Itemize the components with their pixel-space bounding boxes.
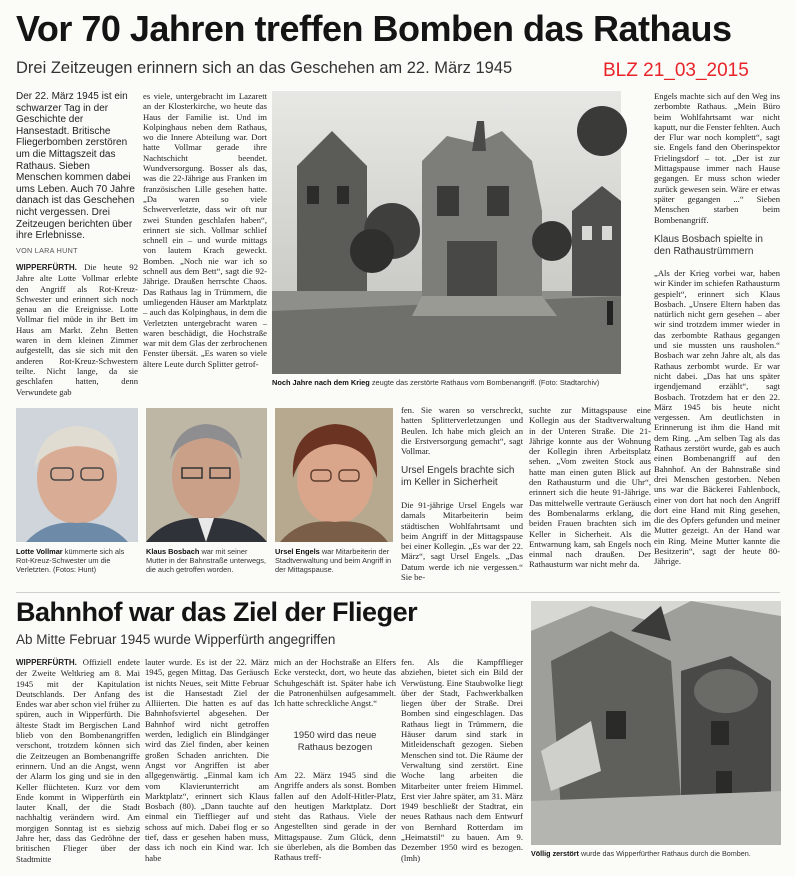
rathaus-ruin-image [272,91,621,374]
article1-col1-text: Die heute 92 Jahre alte Lotte Vollmar erlebte den Angriff als Rot-Kreuz-Schwester und erinnert sich noch genau an die Ereignisse. Lotte Vollmar fiel müde in ihr Bett im Haus am Markt. Zehn Betten waren in dem kleinen Zimmer aufgestellt, das sie sich mit den anderen Rot-Kreuz-Schwestern teilte. Nicht lange, da sie geschlafen hatten, denn Verwundete gab [16,262,138,397]
destroyed-caption-text: wurde das Wipperfürther Rathaus durch die Bomben. [580,849,751,858]
article2-dateline: WIPPERFÜRTH. [16,658,77,667]
article2-col3b: Am 22. März 1945 sind die Angriffe anders als sonst. Bomben fallen auf den Adolf-Hitler-Platz, den heutigen Marktplatz. Dort steht das Rathaus. Viele der Angestellten sind gerade in der Mittagspause. Zum Glück, denn sie überleben, als die Bomben das Rathaus treff- [274,770,396,863]
destroyed-caption-bold: Völlig zerstört [531,849,579,858]
portrait-caption-3-text: war Mitarbeiterin der Stadtverwaltung und beim Angriff in der Mittagspause. [275,547,392,575]
rathaus-caption-bold: Noch Jahre nach dem Krieg [272,378,370,387]
article1-right-body: „Als der Krieg vorbei war, haben wir Kinder im schiefen Rathausturm gespielt“, erinnert sich Klaus Bosbach. „Unsere Eltern haben das natürlich nicht gern gesehen – aber wir sind trotzdem immer wieder in das zerbombte Rathaus gegangen und sie mussten uns rausholen.“ Bosbach war zehn Jahre alt, als das Rathaus zerbombt wurde. Er war nicht dabei. „Das hat uns später irgendjemand erzählt“, sagt Bosbach. Trotzdem hat er den 22. März 1945 bis heute nicht vergessen. Am deutlichsten in Erinnerung ist ihm die Hand mit dem Ring. „Am selben Tag als das Rathaus zerstört wurde, gab es auch einen Bombenangriff auf den Bahnhof. An der Bahnstraße sind drei Menschen gestorben. Neben uns war die Bäckerei Fahlenbock, einer von dort hat noch den Angriff dort eine Hand mit Ring gesehen, die des Opfers gefunden und meiner Mutter gezeigt. An der Hand war ein Ring. Meine Mutter kannte die Besitzerin“, sagt der heute 80-Jährige. [654,268,780,567]
article1-headline: Vor 70 Jahren treffen Bomben das Rathaus [16,8,732,49]
article1-col2: es viele, untergebracht im Lazarett an der Klosterkirche, wo heute das Haus der Familie ist. Und im Kolpinghaus neben dem Rathaus, wo die Innere Abteilung war. Dort hatte Vollmar gerade ihre Nachtschicht beendet. Wundversorgung. Bosser als das, was die 22-Jährige aus Franken im französischen Lille gesehen hatte. „Da waren so viele Schwerverletzte, dass wir oft nur zwei Stunden geschlafen haben“, erinnert sie sich. Vollmar schlief schnell ein – und wurde mittags von lautem Krach geweckt. Bomben. „Noch nie war ich so schnell aus dem Bett“, sagt die 92-Jährige. Draußen herrschte Chaos. Das Rathaus lag in Trümmern, die umliegenden Häuser am Marktplatz – auch das Kolpinghaus, in dem die Verletzten untergebracht waren – waren beschädigt, die Hochstraße war mit dem Glas der zerbrochenen Fenster übersät. „Es waren so viele ältere Leute durch Splitter getrof- [143,91,267,369]
destroyed-photo-caption [531,849,783,858]
article1-col1 [16,262,138,400]
rathaus-ruin-photo [272,91,621,374]
article2-headline: Bahnhof war das Ziel der Flieger [16,597,418,627]
portrait-ursel-engels [275,408,393,542]
portrait-image [16,408,138,542]
article1-mid-col1b: Die 91-jährige Ursel Engels war damals Mitarbeiterin beim städtischen Wohlfahrtsamt und beim Angriff in der Mittagspause bei einer Kollegin. „Es war der 22. März“, sagt Ursel Engels. „Das Datum werde ich nie vergessen.“ Sie be- [401,500,523,583]
destroyed-rathaus-photo [531,601,781,845]
article2-subhead: Ab Mitte Februar 1945 wurde Wipperfürth angegriffen [16,632,336,647]
portrait-lotte-vollmar [16,408,138,542]
article1-right-top: Engels machte sich auf den Weg ins zerbombte Rathaus. „Mein Büro beim Wohlfahrtsamt war nicht kaputt, nur die Fenster fehlten. Auch der Flur war noch komplett“, sagt sie. Engels fand den Oberinspektor Frielingsdorf – tot. „Der ist zur Mittagspause immer nach Hause gegangen. Er muss schon wieder zurück gewesen sein. Wäre er etwas später gegangen ...“ Sieben Menschen starben beim Bombenangriff. [654,91,780,225]
article2-col4: fen. Als die Kampfflieger abziehen, bietet sich ein Bild der Verwüstung. Eine Staubwolke liegt über der Stadt, Fachwerkbalken liegen über der Straße. Drei Bomben sind eingeschlagen. Das Rathaus liegt in Trümmern, die Häuser darum sind stark in Mitleidenschaft gezogen. Sieben Menschen sind tot. Die Räume der Verwaltung sind zerstört. Eine Woche lang arbeiten die Mitarbeiter unter freiem Himmel. Erst vier Jahre später, am 31. März 1949 beschließt der Stadtrat, ein neues Rathaus nach dem Entwurf von Bernhard Rotterdam im „Heimatstil“ zu bauen. Am 9. Dezember 1950 wird es bezogen. (lmh) [401,657,523,863]
article1-dateline: WIPPERFÜRTH. [16,263,77,272]
article1-mid-col1a: fen. Sie waren so verschreckt, hatten Splitterverletzungen und Beulen. Ich habe mich gleich an die Erstversorgung gemacht“, sagt Vollmar. [401,405,523,457]
source-stamp: BLZ 21_03_2015 [603,60,749,81]
article1-mid-interheading: Ursel Engels brachte sich im Keller in Sicherheit [401,465,515,488]
article2-col3-interheading: 1950 wird das neue Rathaus bezogen [293,730,377,753]
portrait-caption-1-text: kümmerte sich als Rot-Kreuz-Schwester um die Verletzten. (Fotos: Hunt) [16,547,125,575]
destroyed-rathaus-image [531,601,781,845]
article1-lead: Der 22. März 1945 ist ein schwarzer Tag in der Geschichte der Hansestadt. Britische Fliegerbomben zerstören um die Mittagszeit das Rathaus. Sieben Menschen kommen dabei ums Leben. Auch 70 Jahre danach ist das Geschehen nicht vergessen. Drei Zeitzeugen berichten über ihre Erlebnisse. [16,91,135,242]
article2-col1 [16,657,140,867]
section-divider [16,592,780,593]
rathaus-caption-text: zeugte das zerstörte Rathaus vom Bombenangriff. (Foto: Stadtarchiv) [371,378,600,387]
portrait-caption-3 [275,547,395,583]
portrait-klaus-bosbach [146,408,267,542]
portrait-caption-2-name: Klaus Bosbach [146,547,200,556]
article1-subhead: Drei Zeitzeugen erinnern sich an das Geschehen am 22. März 1945 [16,59,513,77]
article1-byline: VON LARA HUNT [16,246,78,255]
portrait-caption-1 [16,547,138,583]
portrait-caption-2 [146,547,268,583]
article2-col3a: mich an der Hochstraße an Elfers Ecke versteckt, dort, wo heute das Schuhgeschäft ist. Später habe ich die Patronenhülsen aufgesammelt. Ich hatte schreckliche Angst.“ [274,657,396,709]
article2-col2: lauter wurde. Es ist der 22. März 1945, gegen Mittag. Das Geräusch ist nichts Neues, seit Mitte Februar ist die Hansestadt Ziel der Alliierten. Die hatten es auf das Bahnhofsviertel abgesehen. Der Bahnhof wird nicht getroffen werden, lediglich ein Blindgänger wird das Ziel finden, aber keinen großen Schaden anrichten. Die Angst vor Angriffen ist aber allgegenwärtig. „Einmal kam ich vom Klavierunterricht am Marktplatz“, erinnert sich Klaus Bosbach (80). „Dann tauchte auf einmal ein Tiefflieger auf und schoss auf mich. Dabei flog er so tief, dass er gesehen haben muss, dass ich noch ein Kind war. Ich habe [145,657,269,863]
portrait-caption-1-name: Lotte Vollmar [16,547,63,556]
portrait-image [146,408,267,542]
article1-mid-col2: suchte zur Mittagspause eine Kollegin aus der Stadtverwaltung in der Unteren Straße. Die 21-Jährige konnte aus der Wohnung der Kollegin ihren Arbeitsplatz sehen. „Vom zweiten Stock aus hatte man einen guten Blick auf den Rathausturm und die Uhr“, erinnert sich die heute 91-Jährige. Das mittelwelle vertraute Geräusch des Bombenalarms erklang, die beiden Frauen brachten sich im Keller in Sicherheit. Als die Entwarnung kam, sah Engels noch einmal nach draußen. Der Rathausturm war nicht mehr da. [529,405,651,570]
article1-right-interheading: Klaus Bosbach spielte in den Rathaustrümmern [654,234,763,257]
portrait-caption-2-text: war mit seiner Mutter in der Bahnstraße unterwegs, die auch getroffen worden. [146,547,266,575]
rathaus-photo-caption [272,378,621,387]
portrait-caption-3-name: Ursel Engels [275,547,320,556]
portrait-image [275,408,393,542]
article2-col1-text: Offiziell endete der Zweite Weltkrieg am 8. Mai 1945 mit der Kapitulation Deutschlands. Der Anfang des Endes war aber schon viel früher zu spüren, auch in Wipperfürth. Die älteste Stadt im Bergischen Land blieb von den Bombenangriffen verschont, trotzdem können sich die Zeitzeugen an Bombenangriffe erinnern. Und an die Angst, wenn der Alarm los ging und sie in den Keller flüchteten. Kurz vor dem Ende kommt in Wipperfürth ein lauter Knall, der die Stadt nachhaltig verändern wird. Am morgigen Sonntag ist es siebzig Jahre her, dass das Gedröhne der britischen Flieger über der Stadtmitte [16,657,140,864]
